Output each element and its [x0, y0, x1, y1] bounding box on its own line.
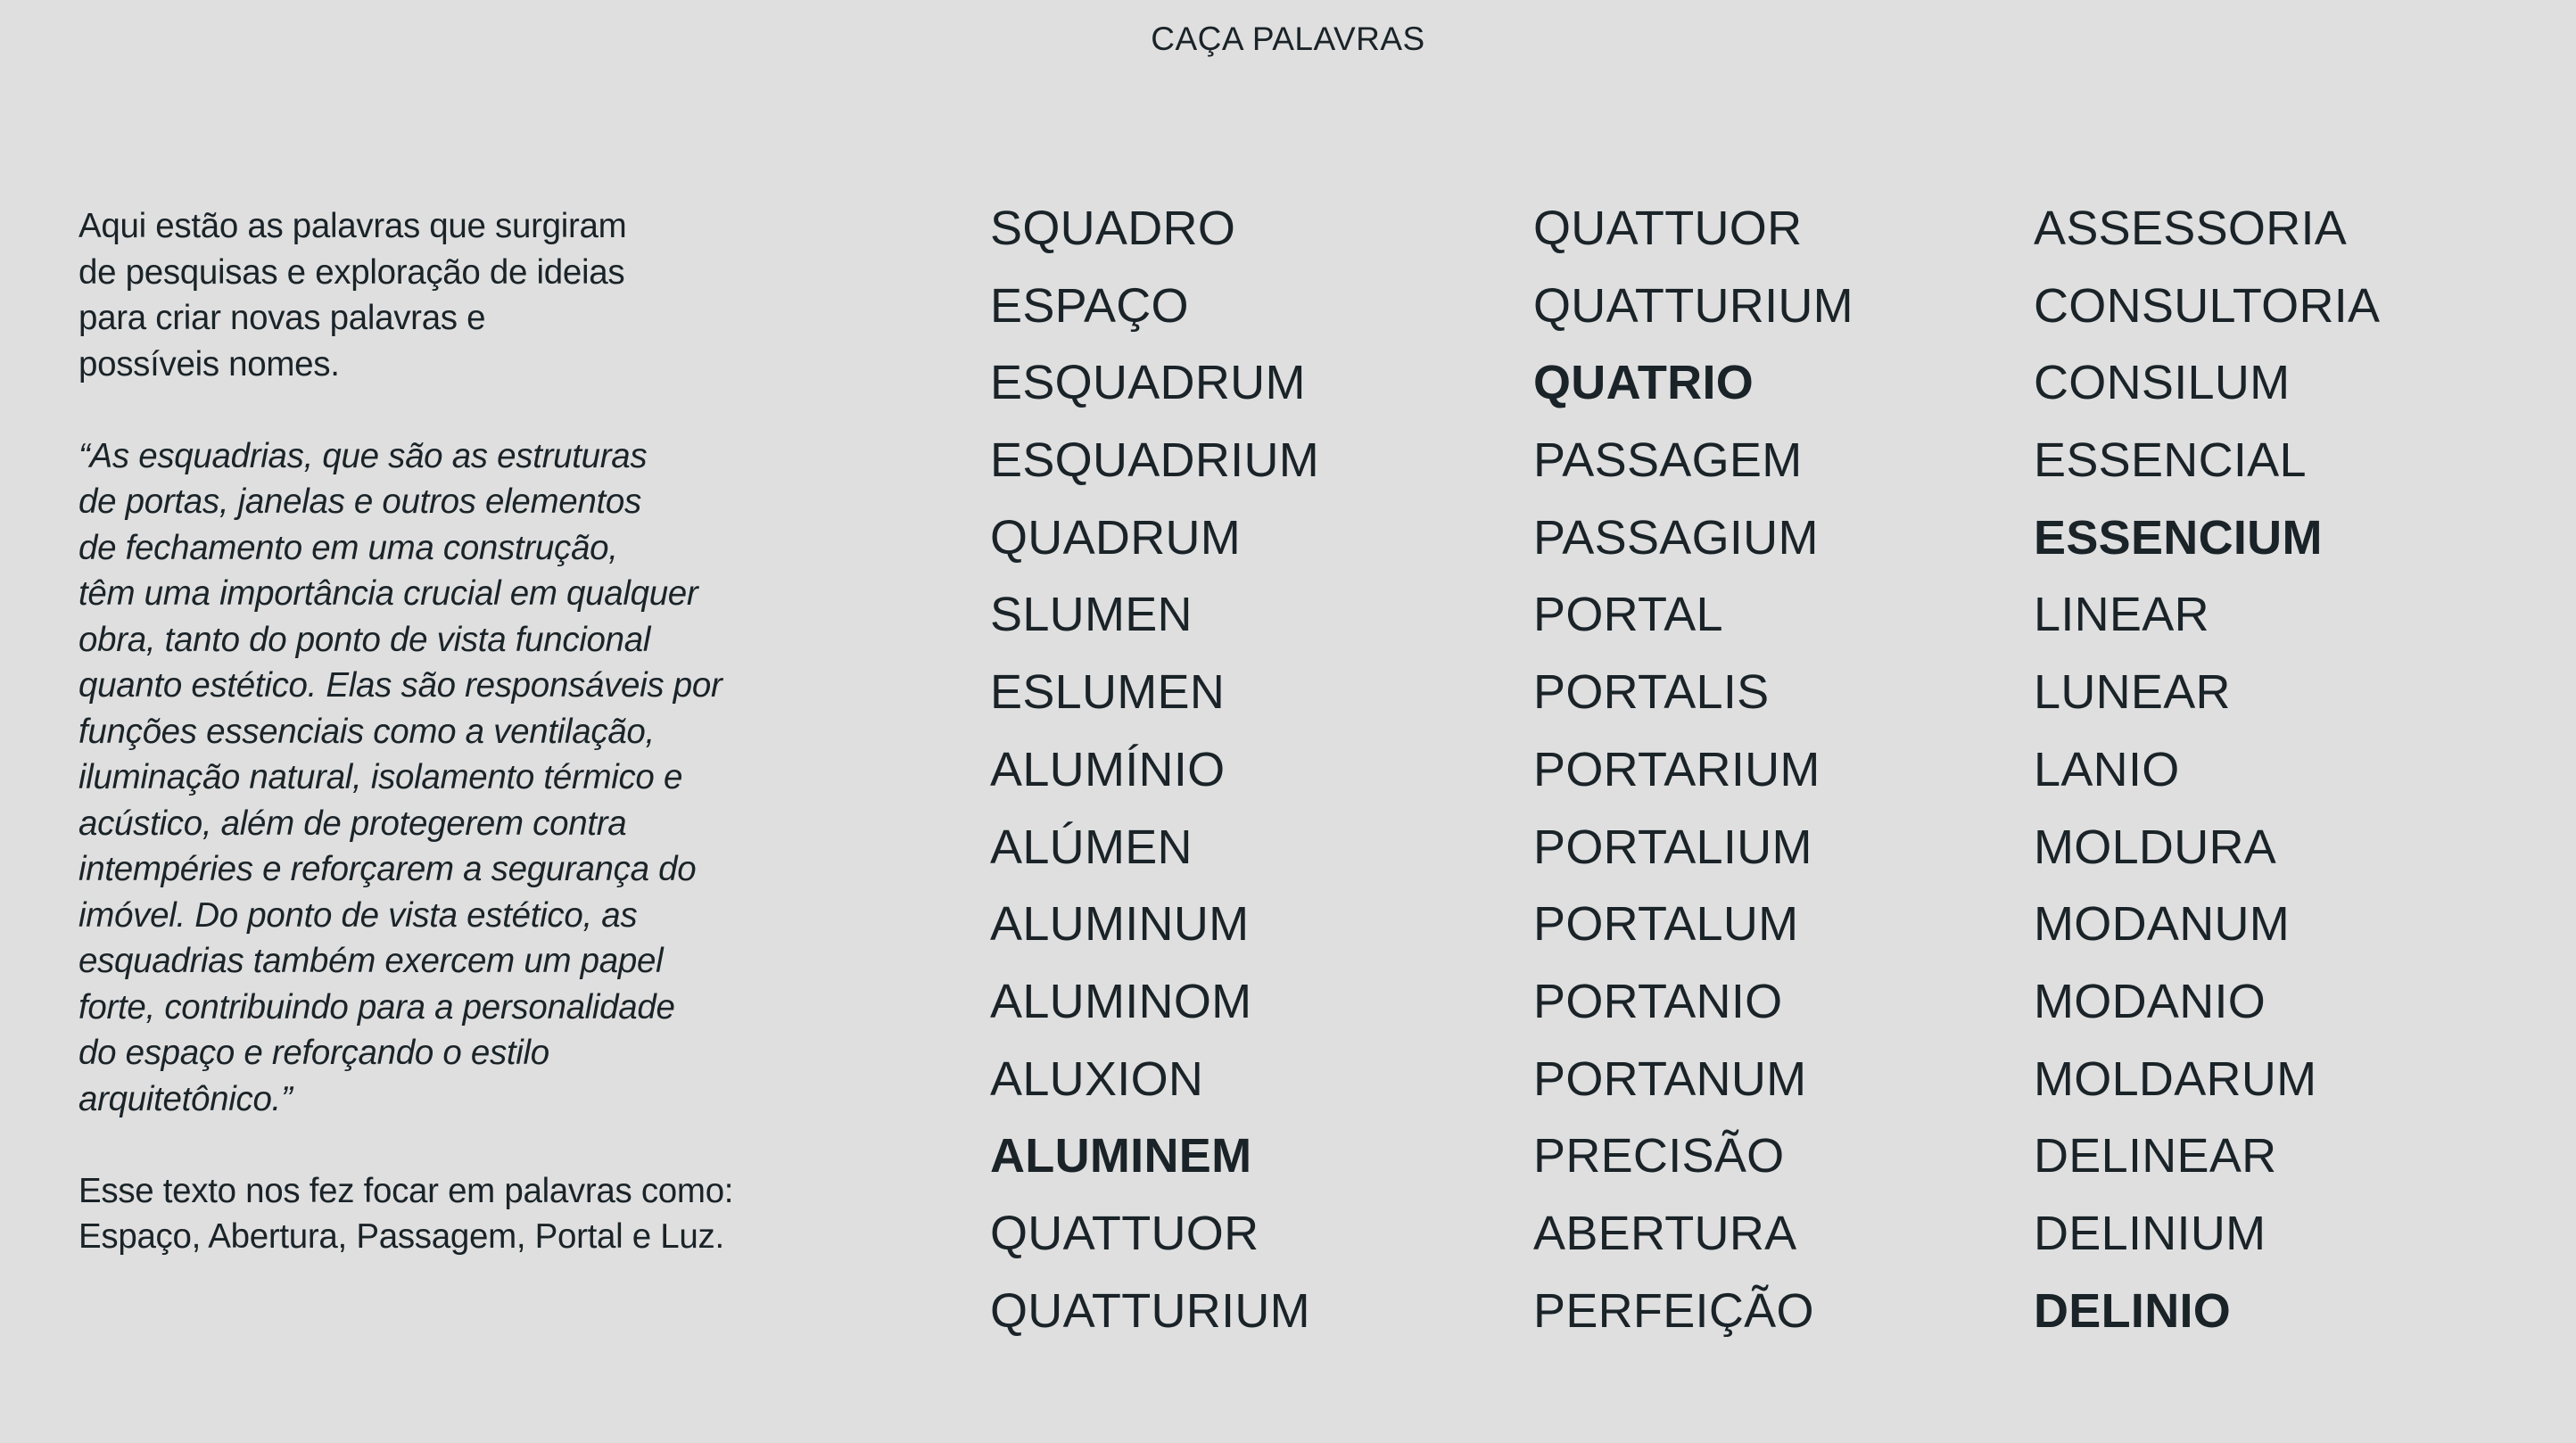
word-item: LUNEAR: [2034, 665, 2231, 720]
word-item: QUATTURIUM: [990, 1283, 1310, 1338]
word-item: ESSENCIUM: [2034, 510, 2323, 565]
intro-line: Aqui estão as palavras que surgiram: [78, 207, 627, 245]
quote-line: de portas, janelas e outros elementos: [78, 482, 641, 521]
quote-line: quanto estético. Elas são responsáveis por: [78, 666, 722, 705]
quote-line: forte, contribuindo para a personalidade: [78, 987, 675, 1027]
word-item: PORTANIO: [1533, 974, 1783, 1028]
word-item: PASSAGEM: [1533, 433, 1803, 488]
closing-line: Espaço, Abertura, Passagem, Portal e Luz.: [78, 1217, 724, 1256]
quote-line: esquadrias também exercem um papel: [78, 942, 664, 980]
word-item: PORTARIUM: [1533, 742, 1821, 796]
quote-paragraph: [78, 433, 774, 1123]
intro-text-block: [78, 203, 774, 1260]
word-column-2: [1533, 190, 1854, 1349]
word-item: PORTAL: [1533, 588, 1723, 642]
word-item: PRECISÃO: [1533, 1129, 1785, 1183]
word-item: ESLUMEN: [990, 665, 1226, 720]
word-item: ESPAÇO: [990, 278, 1189, 333]
word-item: MODANIO: [2034, 974, 2266, 1028]
word-item: ABERTURA: [1533, 1206, 1797, 1260]
word-item: MOLDARUM: [2034, 1051, 2317, 1106]
word-item: ALUXION: [990, 1051, 1204, 1106]
word-item: QUADRUM: [990, 510, 1242, 565]
quote-line: obra, tanto do ponto de vista funcional: [78, 620, 651, 659]
word-item: QUATTUOR: [1533, 202, 1803, 255]
word-item: DELINEAR: [2034, 1129, 2277, 1183]
word-item: SQUADRO: [990, 202, 1236, 255]
quote-line: funções essenciais como a ventilação,: [78, 712, 655, 751]
word-item: PORTALIS: [1533, 665, 1770, 720]
intro-line: de pesquisas e exploração de ideias: [78, 252, 625, 292]
page-title: CAÇA PALAVRAS: [1151, 21, 1425, 57]
quote-line: acústico, além de protegerem contra: [78, 804, 627, 843]
word-item: ALUMINEM: [990, 1129, 1252, 1183]
word-item: ASSESSORIA: [2034, 202, 2348, 255]
word-item: PORTALUM: [1533, 897, 1799, 952]
word-item: ALÚMEN: [990, 820, 1193, 874]
word-item: DELINIUM: [2034, 1206, 2266, 1260]
word-column-1: [990, 190, 1319, 1349]
quote-line: intempéries e reforçarem a segurança do: [78, 850, 697, 888]
closing-line: Esse texto nos fez focar em palavras como:: [78, 1171, 734, 1210]
intro-line: possíveis nomes.: [78, 344, 340, 383]
intro-paragraph: [78, 203, 774, 387]
word-item: PORTALIUM: [1533, 820, 1812, 874]
word-item: QUATTURIUM: [1533, 278, 1854, 333]
word-item: QUATRIO: [1533, 356, 1754, 410]
quote-line: do espaço e reforçando o estilo: [78, 1034, 549, 1072]
quote-line: de fechamento em uma construção,: [78, 528, 618, 567]
word-item: CONSULTORIA: [2034, 278, 2381, 333]
word-item: PERFEIÇÃO: [1533, 1283, 1814, 1338]
word-item: PORTANUM: [1533, 1051, 1807, 1106]
word-item: ESQUADRIUM: [990, 433, 1320, 488]
word-item: PASSAGIUM: [1533, 510, 1819, 565]
quote-line: iluminação natural, isolamento térmico e: [78, 758, 683, 796]
word-column-3: [2034, 190, 2380, 1349]
quote-line: “As esquadrias, que são as estruturas: [78, 436, 648, 475]
word-item: SLUMEN: [990, 588, 1193, 642]
word-item: MOLDURA: [2034, 820, 2277, 874]
word-item: ALUMINOM: [990, 974, 1252, 1028]
quote-line: imóvel. Do ponto de vista estético, as: [78, 895, 638, 935]
word-item: LINEAR: [2034, 588, 2209, 642]
quote-line: têm uma importância crucial em qualquer: [78, 574, 698, 613]
word-item: ESQUADRUM: [990, 356, 1306, 410]
word-item: ESSENCIAL: [2034, 433, 2307, 488]
intro-line: para criar novas palavras e: [78, 299, 486, 337]
quote-line: arquitetônico.”: [78, 1079, 293, 1118]
word-item: MODANUM: [2034, 897, 2291, 952]
word-item: ALUMÍNIO: [990, 742, 1226, 796]
word-item: CONSILUM: [2034, 356, 2291, 410]
word-item: DELINIO: [2034, 1283, 2232, 1338]
closing-paragraph: [78, 1168, 774, 1260]
word-item: LANIO: [2034, 742, 2180, 796]
word-item: QUATTUOR: [990, 1206, 1259, 1260]
word-item: ALUMINUM: [990, 897, 1250, 952]
